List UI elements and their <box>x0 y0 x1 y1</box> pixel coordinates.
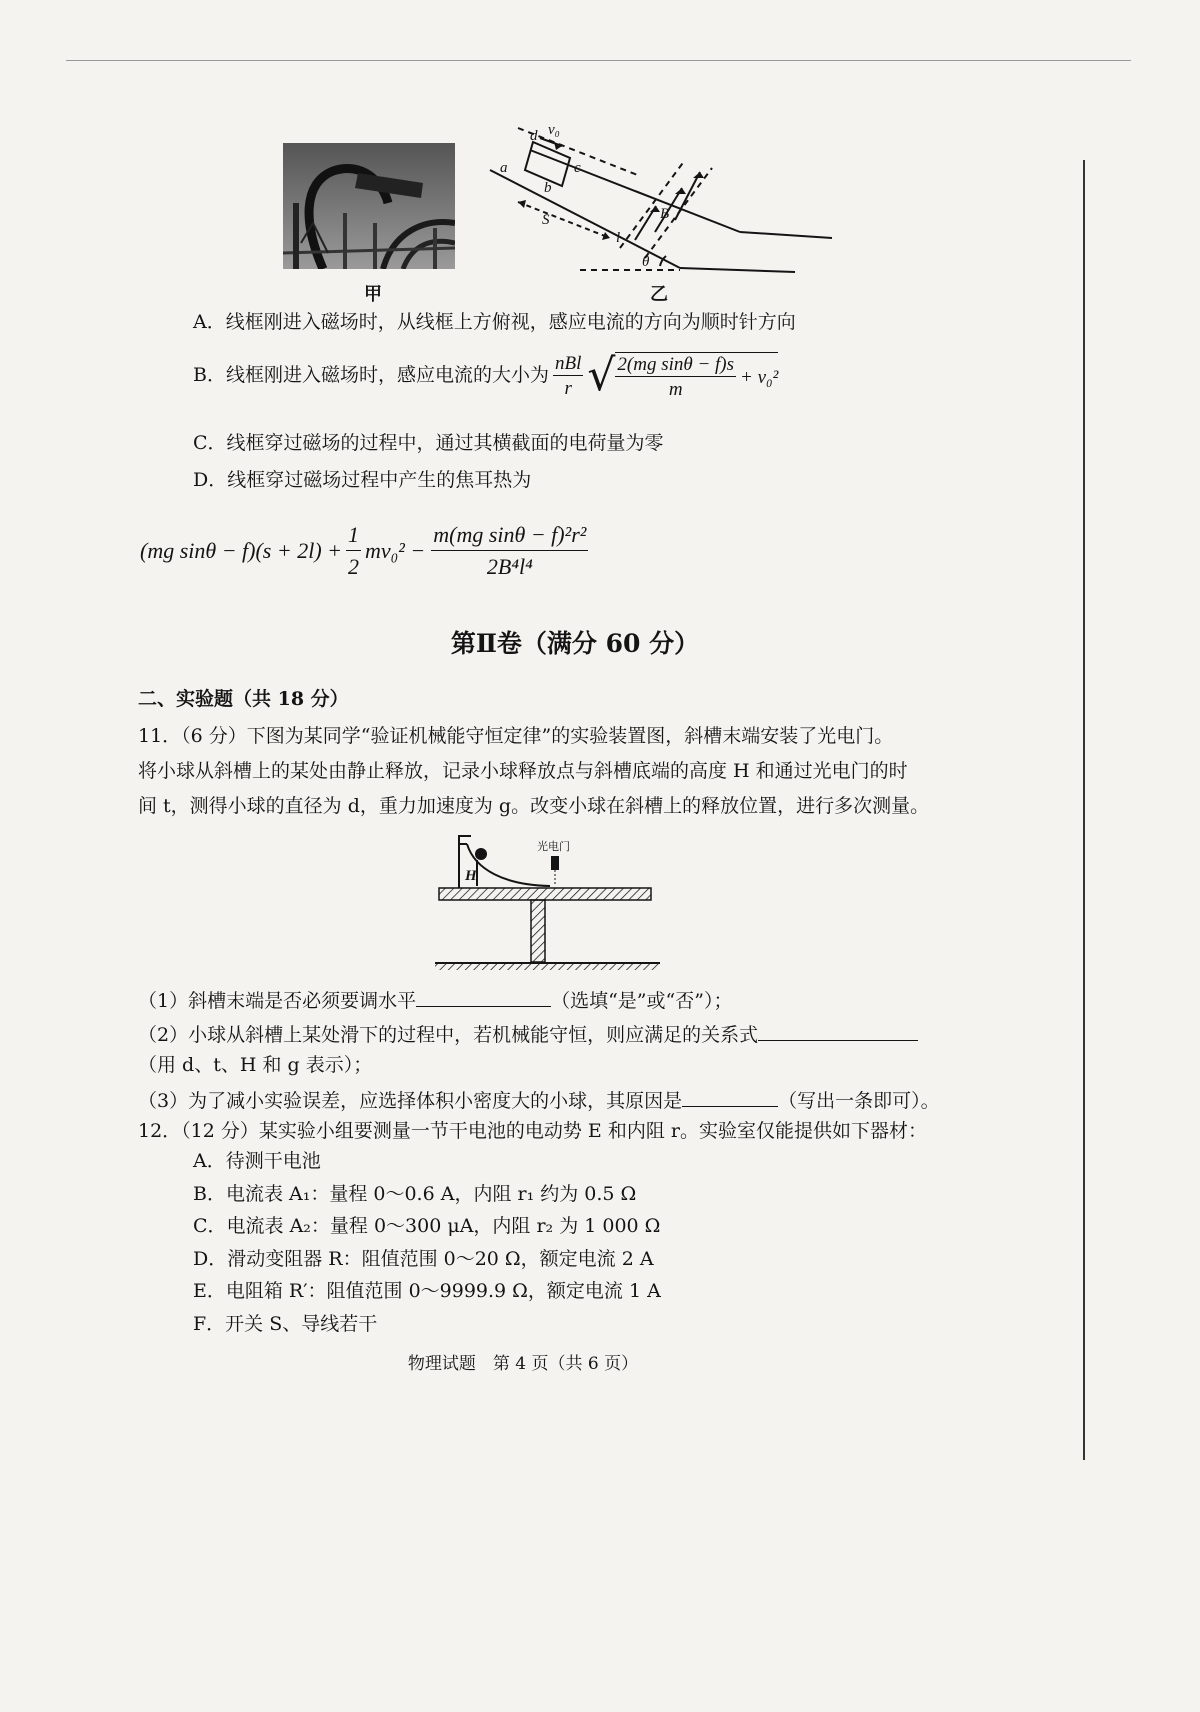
q11-line1: 11．（6 分）下图为某同学“验证机械能守恒定律”的实验装置图，斜槽末端安装了光电门。 <box>138 725 894 747</box>
option-d-expression <box>140 522 588 580</box>
label-v0: v₀ <box>548 122 560 138</box>
q11-sub1-hint: （选填“是”或“否”）； <box>551 990 733 1012</box>
option-d-expr-part2: mv₀² − <box>365 538 426 563</box>
q12-item-f: F．开关 S、导线若干 <box>193 1313 378 1335</box>
label-a: a <box>500 160 508 176</box>
label-S: S <box>542 212 550 228</box>
option-b-root-tail: + v₀² <box>740 366 779 388</box>
answer-blank-1[interactable] <box>416 988 551 1007</box>
option-b-root-den: m <box>668 379 683 400</box>
option-d-half <box>346 522 361 580</box>
q11-sub3 <box>138 1088 940 1111</box>
label-B: B <box>660 206 670 222</box>
label-d: d <box>530 128 538 144</box>
q11-sub3-hint: （写出一条即可）。 <box>778 1090 940 1112</box>
option-b-frac-num: nBl <box>554 352 582 374</box>
answer-blank-2[interactable] <box>758 1022 918 1041</box>
sqrt-symbol: √ <box>587 349 616 401</box>
q12-item-d: D．滑动变阻器 R：阻值范围 0～20 Ω，额定电流 2 A <box>193 1248 654 1270</box>
q11-sub1 <box>138 988 732 1011</box>
option-d: D．线框穿过磁场过程中产生的焦耳热为 <box>193 469 532 491</box>
option-d-frac-den: 2B⁴l⁴ <box>486 554 533 579</box>
label-b: b <box>544 180 552 196</box>
option-d-fraction <box>431 522 588 580</box>
q11-sub2-hint: （用 d、t、H 和 g 表示）； <box>138 1054 373 1076</box>
q12-line1: 12．（12 分）某实验小组要测量一节干电池的电动势 E 和内阻 r。实验室仅能提供如下器材： <box>138 1120 927 1142</box>
page-footer: 物理试题 第 4 页（共 6 页） <box>407 1354 639 1374</box>
label-c: c <box>574 160 581 176</box>
q11-line2: 将小球从斜槽上的某处由静止释放，记录小球释放点与斜槽底端的高度 H 和通过光电门的时 <box>138 760 908 782</box>
ball <box>475 848 487 860</box>
option-d-half-num: 1 <box>346 522 361 551</box>
q11-sub2-text: （2）小球从斜槽上某处滑下的过程中，若机械能守恒，则应满足的关系式 <box>138 1024 759 1046</box>
option-a: A．线框刚进入磁场时，从线框上方俯视，感应电流的方向为顺时针方向 <box>193 311 796 333</box>
q11-sub2 <box>138 1022 918 1045</box>
label-theta: θ <box>642 254 650 270</box>
option-b-radicand <box>615 352 778 399</box>
q12-item-e: E．电阻箱 R′：阻值范围 0～9999.9 Ω，额定电流 1 A <box>193 1280 661 1302</box>
option-d-frac-num: m(mg sinθ − f)²r² <box>431 522 588 551</box>
q12-item-c: C．电流表 A₂：量程 0～300 μA，内阻 r₂ 为 1 000 Ω <box>193 1215 661 1237</box>
apparatus-diagram <box>435 830 660 975</box>
section-subtitle: 二、实验题（共 18 分） <box>138 688 349 710</box>
roller-coaster-photo <box>283 143 455 269</box>
q11-sub3-text: （3）为了减小实验误差，应选择体积小密度大的小球，其原因是 <box>138 1090 683 1112</box>
photogate <box>551 856 559 870</box>
option-b-frac-den: r <box>564 377 572 399</box>
q11-line3: 间 t，测得小球的直径为 d，重力加速度为 g。改变小球在斜槽上的释放位置，进行多次测量。 <box>138 795 930 817</box>
section-title: 第Ⅱ卷（满分 60 分） <box>450 629 700 658</box>
table-leg <box>531 900 545 962</box>
option-b <box>193 349 779 401</box>
option-c: C．线框穿过磁场的过程中，通过其横截面的电荷量为零 <box>193 432 664 454</box>
margin-line <box>1083 160 1085 1460</box>
figure-label-yi: 乙 <box>650 284 668 305</box>
incline-magnetic-field-diagram <box>470 120 840 280</box>
option-d-expr-part1: (mg sinθ − f)(s + 2l) + <box>140 538 342 563</box>
option-b-root-num: 2(mg sinθ − f)s <box>617 354 735 375</box>
figure-label-jia: 甲 <box>364 284 382 305</box>
q11-sub1-text: （1）斜槽末端是否必须要调水平 <box>138 990 417 1012</box>
q12-item-a: A．待测干电池 <box>193 1150 321 1172</box>
option-b-root-fraction <box>615 355 736 399</box>
answer-blank-3[interactable] <box>682 1088 778 1107</box>
label-photogate: 光电门 <box>537 840 570 853</box>
option-d-half-den: 2 <box>348 554 359 579</box>
page-top-rule <box>66 60 1131 61</box>
label-l: l <box>616 230 621 246</box>
option-b-fraction <box>553 354 583 398</box>
option-b-text: B．线框刚进入磁场时，感应电流的大小为 <box>193 364 549 386</box>
q12-item-b: B．电流表 A₁：量程 0～0.6 A，内阻 r₁ 约为 0.5 Ω <box>193 1183 637 1205</box>
ground <box>435 964 660 970</box>
table-top <box>439 888 651 900</box>
label-H: H <box>465 868 477 884</box>
